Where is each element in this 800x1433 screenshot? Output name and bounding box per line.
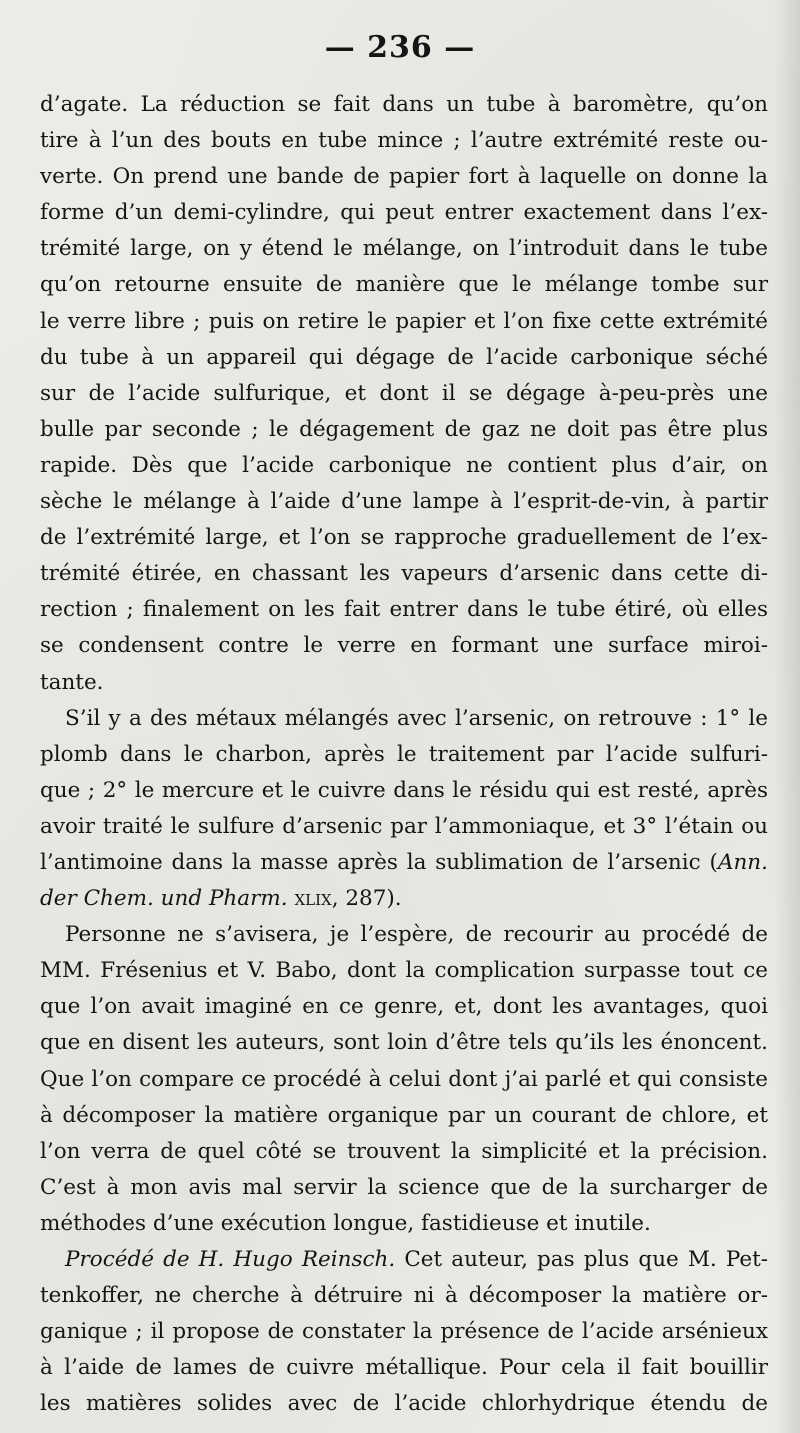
text-line: tire à l’un des bouts en tube mince ; l’autre extrémité reste ou- [40, 128, 768, 154]
citation-italic: der Chem. und Pharm. [40, 886, 288, 912]
text-line: à décomposer la matière organique par un courant de chlore, et [40, 1102, 768, 1128]
text-line: S’il y a des métaux mélangés avec l’arsenic, on retrouve : 1° le [65, 705, 768, 731]
text-line: verte. On prend une bande de papier fort à laquelle on donne la [40, 164, 768, 190]
text-line: rapide. Dès que l’acide carbonique ne contient plus d’air, on [40, 452, 768, 478]
text-line: avoir traité le sulfure d’arsenic par l’ammoniaque, et 3° l’étain ou [40, 813, 768, 839]
text-line: sur de l’acide sulfurique, et dont il se dégage à-peu-près une [40, 380, 768, 406]
text-line: ganique ; il propose de constater la présence de l’acide arsénieux [40, 1319, 768, 1345]
text-segment: Cet auteur, pas plus que M. Pet- [395, 1247, 768, 1272]
body-text [40, 87, 768, 1422]
text-line: que en disent les auteurs, sont loin d’être tels qu’ils les énoncent. [40, 1030, 768, 1056]
text-line: les matières solides avec de l’acide chlorhydrique étendu de [40, 1391, 768, 1417]
paragraph-2 [40, 701, 768, 918]
text-segment: , 287). [331, 886, 402, 912]
text-line: forme d’un demi-cylindre, qui peut entrer exactement dans l’ex- [40, 200, 768, 226]
text-line: le verre libre ; puis on retire le papier et l’on fixe cette extrémité [40, 308, 768, 334]
page-edge-shadow [774, 0, 800, 1433]
text-line: bulle par seconde ; le dégagement de gaz ne doit pas être plus [40, 416, 768, 442]
text-line: trémité large, on y étend le mélange, on l’introduit dans le tube [40, 236, 768, 262]
citation-italic: Ann. [717, 849, 768, 875]
text-line: que ; 2° le mercure et le cuivre dans le résidu qui est resté, après [40, 777, 768, 803]
text-line: Que l’on compare ce procédé à celui dont j’ai parlé et qui consiste [40, 1066, 768, 1092]
text-line: à l’aide de lames de cuivre métallique. Pour cela il fait bouillir [40, 1355, 768, 1381]
text-line [40, 881, 768, 917]
text-line: l’on verra de quel côté se trouvent la simplicité et la précision. [40, 1138, 768, 1164]
paragraph-4 [40, 1242, 768, 1422]
text-line: du tube à un appareil qui dégage de l’acide carbonique séché [40, 344, 768, 370]
text-line: que l’on avait imaginé en ce genre, et, dont les avantages, quoi [40, 994, 768, 1020]
text-line: rection ; finalement on les fait entrer dans le tube étiré, où elles [40, 597, 768, 623]
text-line: de l’extrémité large, et l’on se rapproche graduellement de l’ex- [40, 525, 768, 551]
paragraph-3 [40, 917, 768, 1242]
text-line: se condensent contre le verre en formant une surface miroi- [40, 633, 768, 659]
text-line: d’agate. La réduction se fait dans un tube à baromètre, qu’on [40, 92, 768, 117]
paragraph-1 [40, 87, 768, 701]
page-number: — 236 — [324, 30, 476, 65]
text-line: tante. [40, 669, 104, 695]
text-line: sèche le mélange à l’aide d’une lampe à l’esprit-de-vin, à partir [40, 489, 768, 515]
volume-number: xlix [294, 886, 332, 912]
text-line: MM. Frésenius et V. Babo, dont la complication surpasse tout ce [40, 958, 768, 984]
text-line: qu’on retourne ensuite de manière que le mélange tombe sur [40, 272, 768, 298]
text-line: méthodes d’une exécution longue, fastidieuse et inutile. [40, 1210, 651, 1236]
text-line: trémité étirée, en chassant les vapeurs d’arsenic dans cette di- [40, 561, 768, 587]
text-segment: l’antimoine dans la masse après la sublimation de l’arsenic ( [40, 849, 718, 875]
text-line: C’est à mon avis mal servir la science que de la surcharger de [40, 1174, 768, 1200]
text-line: plomb dans le charbon, après le traitement par l’acide sulfuri- [40, 741, 768, 767]
text-line: tenkoffer, ne cherche à détruire ni à décomposer la matière or- [40, 1283, 768, 1309]
text-line: Personne ne s’avisera, je l’espère, de recourir au procédé de [65, 922, 768, 948]
text-line [40, 1242, 768, 1278]
text-line [40, 845, 768, 881]
section-heading-italic: Procédé de H. Hugo Reinsch. [65, 1247, 396, 1272]
